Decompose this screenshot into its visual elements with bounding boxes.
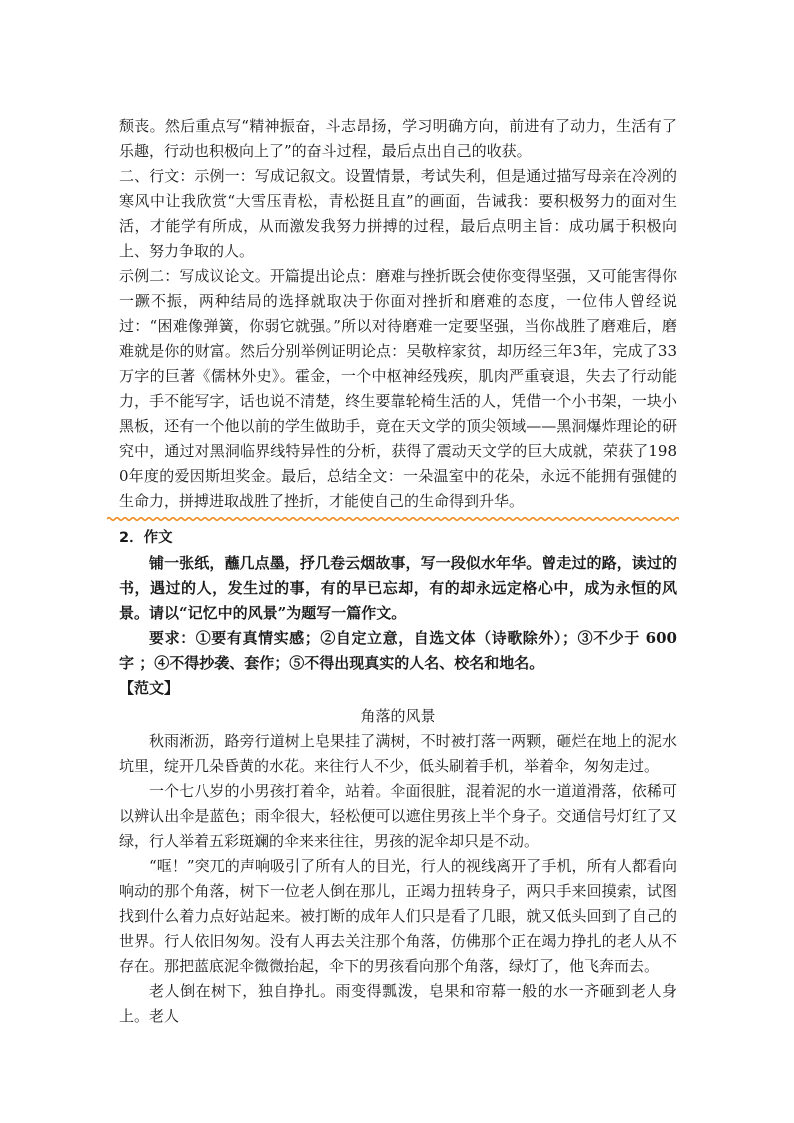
wavy-divider	[119, 514, 677, 524]
sample-essay-label: 【范文】	[119, 679, 180, 697]
essay-paragraph: 一个七八岁的小男孩打着伞，站着。伞面很脏，混着泥的水一道道滑落，依稀可以辨认出伞是蓝色；雨伞很大，轻松便可以遮住男孩上半个身子。交通信号灯红了又绿，行人举着五彩斑斓的伞来来往往，男孩的泥伞却只是不动。	[119, 782, 677, 850]
essay-title: 角落的风景	[360, 707, 436, 725]
analysis-example-one: 二、行文：示例一：写成记叙文。设置情景，考试失利，但是通过描写母亲在冷冽的寒风中让我欣赏“大雪压青松，青松挺且直”的画面，告诫我：要积极努力的面对生活，才能学有所成，从而激发我努力拼搏的过程，最后点明主旨：成功属于积极向上、努力争取的人。	[119, 167, 677, 260]
essay-paragraph: 秋雨淅沥，路旁行道树上皂果挂了满树，不时被打落一两颗，砸烂在地上的泥水坑里，绽开几朵昏黄的水花。来往行人不少，低头刷着手机，举着伞，匆匆走过。	[119, 732, 677, 775]
section-title: 2．作文	[119, 530, 173, 546]
analysis-continuation: 颓丧。然后重点写“精神振奋，斗志昂扬，学习明确方向，前进有了动力，生活有了乐趣，行动也积极向上了”的奋斗过程，最后点出自己的收获。	[119, 117, 677, 160]
essay-prompt: 铺一张纸，蘸几点墨，抒几卷云烟故事，写一段似水年华。曾走过的路，读过的书，遇过的人，发生过的事，有的早已忘却，有的却永远定格心中，成为永恒的风景。请以“记忆中的风景”为题写一篇作文。	[119, 554, 677, 622]
wavy-divider-line	[107, 514, 679, 524]
essay-paragraph: 老人倒在树下，独自挣扎。雨变得瓢泼，皂果和帘幕一般的水一齐砸到老人身上。老人	[119, 982, 677, 1025]
wavy-divider-path	[107, 518, 679, 521]
document-page	[119, 114, 677, 1029]
analysis-example-two: 示例二：写成议论文。开篇提出论点：磨难与挫折既会使你变得坚强，又可能害得你一蹶不振，两种结局的选择就取决于你面对挫折和磨难的态度，一位伟人曾经说过：“困难像弹簧，你弱它就强。”所以对待磨难一定要坚强，当你战胜了磨难后，磨难就是你的财富。然后分别举例证明论点：吴敬梓家贫，却历经三年3年，完成了33万字的巨著《儒林外史》。霍金，一个中枢神经残疾，肌肉严重衰退，失去了行动能力，手不能写字，话也说不清楚，终生要靠轮椅生活的人，凭借一个小书架，一块小黑板，还有一个他以前的学生做助手，竟在天文学的顶尖领域——黑洞爆炸理论的研究中，通过对黑洞临界线特异性的分析，获得了震动天文学的巨大成就，荣获了1980年度的爱因斯坦奖金。最后，总结全文：一朵温室中的花朵，永远不能拥有强健的生命力，拼搏进取战胜了挫折，才能使自己的生命得到升华。	[119, 267, 677, 510]
essay-requirements: 要求：①要有真情实感；②自定立意，自选文体（诗歌除外）；③不少于 600 字 ；④不得抄袭、套作；⑤不得出现真实的人名、校名和地名。	[119, 629, 677, 672]
essay-paragraph: “哐！”突兀的声响吸引了所有人的目光，行人的视线离开了手机，所有人都看向响动的那个角落，树下一位老人倒在那儿，正竭力扭转身子，两只手来回摸索，试图找到什么着力点好站起来。被打断的成年人们只是看了几眼，就又低头回到了自己的世界。行人依旧匆匆。没有人再去关注那个角落，仿佛那个正在竭力挣扎的老人从不存在。那把蓝底泥伞微微抬起，伞下的男孩看向那个角落，绿灯了，他飞奔而去。	[119, 857, 677, 975]
